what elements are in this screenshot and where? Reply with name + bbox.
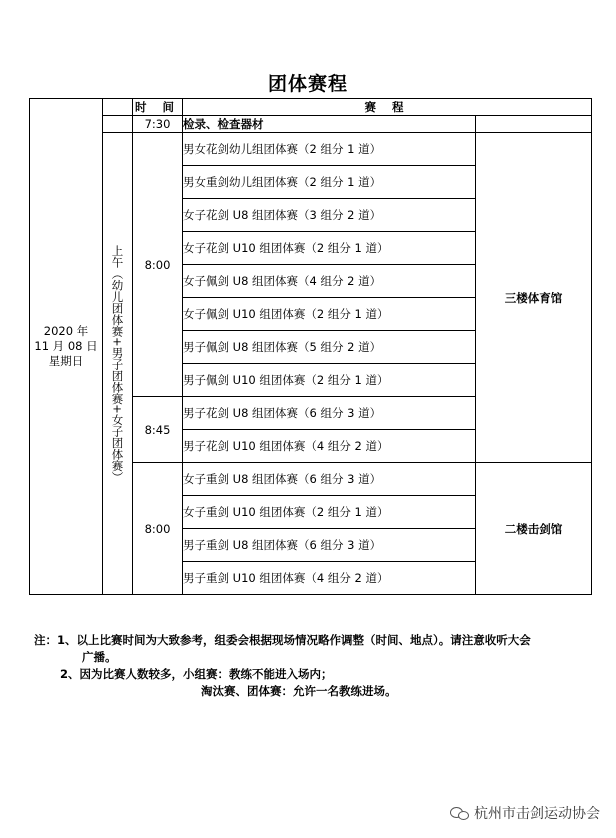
event-item: 女子佩剑 U10 组团体赛（2 组分 1 道） <box>183 298 476 331</box>
wechat-icon <box>450 806 470 820</box>
note-line: 淘汰赛、团体赛：允许一名教练进场。 <box>201 684 397 698</box>
date-weekday: 星期日 <box>48 354 84 368</box>
event-item: 女子佩剑 U8 组团体赛（4 组分 2 道） <box>183 265 476 298</box>
event-item: 女子花剑 U10 组团体赛（2 组分 1 道） <box>183 232 476 265</box>
page-title: 团体赛程 <box>267 73 348 95</box>
session-label: 上午（幼儿团体赛+男子团体赛+女子团体赛） <box>110 244 125 483</box>
checkin-text: 检录、检查器材 <box>183 116 476 133</box>
date-year: 2020 年 <box>43 324 89 338</box>
watermark <box>450 803 600 823</box>
note-line: 广播。 <box>82 650 117 664</box>
group-time: 8:00 <box>133 463 183 595</box>
note-line: 注：1、以上比赛时间为大致参考，组委会根据现场情况略作调整（时间、地点）。请注意收听大会 <box>34 633 531 647</box>
session-cell <box>103 133 133 595</box>
notes <box>34 632 604 700</box>
group-time: 8:00 <box>133 133 183 397</box>
venue-first: 三楼体育馆 <box>476 133 592 463</box>
group-time: 8:45 <box>133 397 183 463</box>
date-cell <box>30 99 103 595</box>
event-item: 男女花剑幼儿组团体赛（2 组分 1 道） <box>183 133 476 166</box>
event-item: 女子花剑 U8 组团体赛（3 组分 2 道） <box>183 199 476 232</box>
event-item: 男子佩剑 U8 组团体赛（5 组分 2 道） <box>183 331 476 364</box>
event-item: 男子花剑 U10 组团体赛（4 组分 2 道） <box>183 430 476 463</box>
event-item: 女子重剑 U8 组团体赛（6 组分 3 道） <box>183 463 476 496</box>
header-time: 时 间 <box>133 99 183 116</box>
event-item: 男子重剑 U10 组团体赛（4 组分 2 道） <box>183 562 476 595</box>
event-item: 男子重剑 U8 组团体赛（6 组分 3 道） <box>183 529 476 562</box>
venue-second: 二楼击剑馆 <box>476 463 592 595</box>
event-item: 女子重剑 U10 组团体赛（2 组分 1 道） <box>183 496 476 529</box>
date-day: 11 月 08 日 <box>34 339 98 353</box>
event-item: 男女重剑幼儿组团体赛（2 组分 1 道） <box>183 166 476 199</box>
watermark-text: 杭州市击剑运动协会 <box>474 806 600 822</box>
event-item: 男子花剑 U8 组团体赛（6 组分 3 道） <box>183 397 476 430</box>
header-schedule: 赛 程 <box>183 99 592 116</box>
schedule-table <box>29 98 592 595</box>
checkin-time: 7:30 <box>133 116 183 133</box>
note-line: 2、因为比赛人数较多，小组赛：教练不能进入场内； <box>60 667 333 681</box>
event-item: 男子佩剑 U10 组团体赛（2 组分 1 道） <box>183 364 476 397</box>
